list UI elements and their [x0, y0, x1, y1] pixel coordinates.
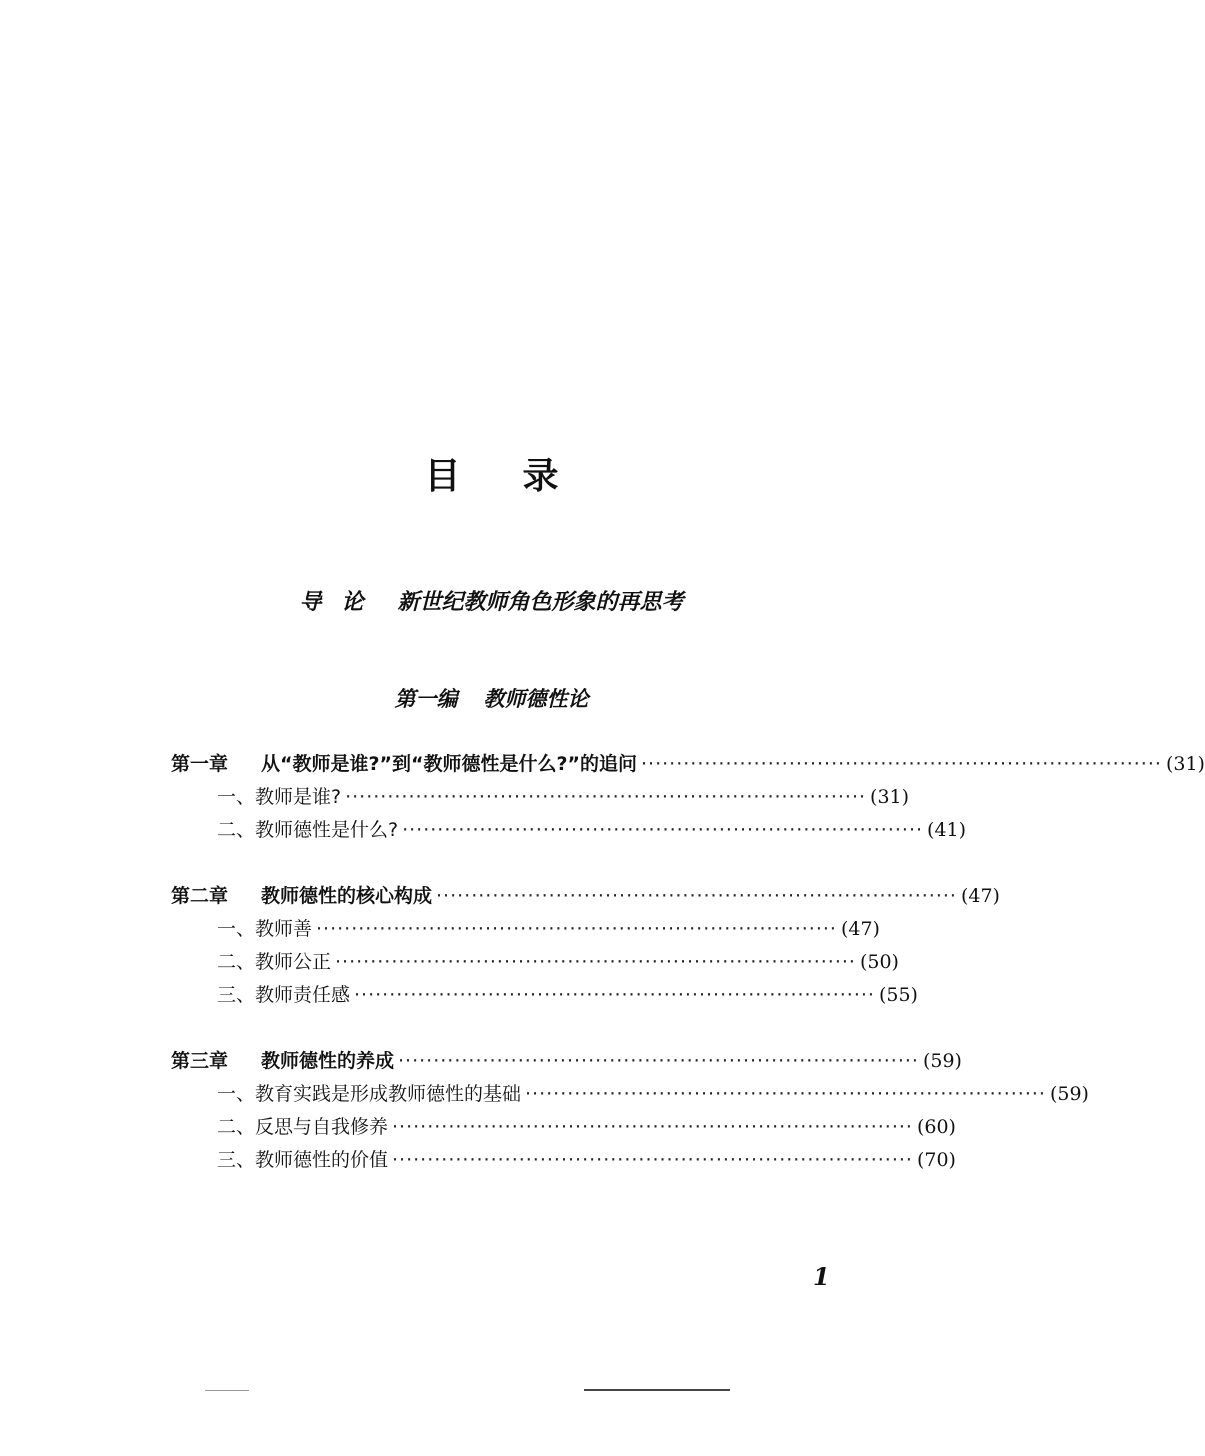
section-title: 二、反思与自我修养	[217, 1116, 389, 1138]
chapter-number: 第一章	[171, 753, 229, 775]
chapter-number: 第三章	[171, 1050, 229, 1072]
intro-label-1: 导	[299, 589, 322, 615]
title-char-2: 录	[522, 456, 559, 497]
section-title: 二、教师德性是什么?	[217, 819, 399, 841]
part-title: 教师德性论	[483, 686, 589, 711]
page-number: (55)	[878, 984, 918, 1006]
toc-section[interactable]	[171, 1111, 956, 1144]
dot-leader: ··········································································	[436, 885, 957, 907]
chapter-title: 教师德性的养成	[261, 1050, 395, 1072]
chapter-title: 教师德性的核心构成	[261, 885, 433, 907]
dot-leader: ··········································································	[398, 1050, 919, 1072]
dot-leader: ··········································································	[392, 1149, 913, 1171]
page-number: (47)	[840, 918, 880, 940]
toc-section[interactable]	[171, 814, 967, 847]
toc-section[interactable]	[171, 1144, 956, 1177]
dot-leader: ··········································································	[345, 786, 867, 808]
dot-leader: ··········································································	[392, 1116, 913, 1138]
chapter-title: 从“教师是谁?”到“教师德性是什么?”的追问	[261, 753, 637, 775]
page-number: (59)	[922, 1050, 962, 1072]
dot-leader: ··········································································	[402, 819, 924, 841]
toc-section[interactable]	[171, 781, 910, 814]
toc-chapter-1[interactable]	[171, 748, 1205, 781]
page-number: (50)	[859, 951, 899, 973]
dot-leader: ··········································································	[316, 918, 837, 940]
page-title	[0, 448, 983, 499]
part-heading	[0, 683, 983, 713]
part-label: 第一编	[394, 686, 458, 711]
toc-section[interactable]	[171, 913, 880, 946]
dot-leader: ··········································································	[335, 951, 856, 973]
dot-leader: ··········································································	[525, 1083, 1046, 1105]
intro-label-2: 论	[341, 589, 364, 615]
intro-heading	[0, 585, 983, 616]
dot-leader: ··········································································	[641, 753, 1162, 775]
intro-title: 新世纪教师角色形象的再思考	[397, 589, 684, 615]
page-number: (59)	[1049, 1083, 1089, 1105]
page-number: (47)	[960, 885, 1000, 907]
page-number: (70)	[916, 1149, 956, 1171]
section-title: 三、教师责任感	[217, 984, 351, 1006]
section-title: 一、教育实践是形成教师德性的基础	[217, 1083, 522, 1105]
toc-section[interactable]	[171, 1078, 1089, 1111]
toc-chapter-3[interactable]	[171, 1045, 962, 1078]
toc-chapter-2[interactable]	[171, 880, 1000, 913]
title-char-1: 目	[424, 456, 461, 497]
page-number: (41)	[927, 819, 967, 841]
chapter-number: 第二章	[171, 885, 229, 907]
page-number: (60)	[916, 1116, 956, 1138]
page-number: (31)	[870, 786, 910, 808]
section-title: 二、教师公正	[217, 951, 332, 973]
dot-leader: ··········································································	[354, 984, 875, 1006]
toc-section[interactable]	[171, 979, 918, 1012]
table-of-contents	[171, 748, 1205, 1177]
folio-page-number: 1	[813, 1262, 830, 1291]
footer-rule-left	[205, 1390, 249, 1391]
section-title: 三、教师德性的价值	[217, 1149, 389, 1171]
section-title: 一、教师善	[217, 918, 313, 940]
toc-section[interactable]	[171, 946, 899, 979]
section-title: 一、教师是谁?	[217, 786, 342, 808]
page-number: (31)	[1165, 753, 1205, 775]
footer-rule-right	[584, 1389, 730, 1391]
